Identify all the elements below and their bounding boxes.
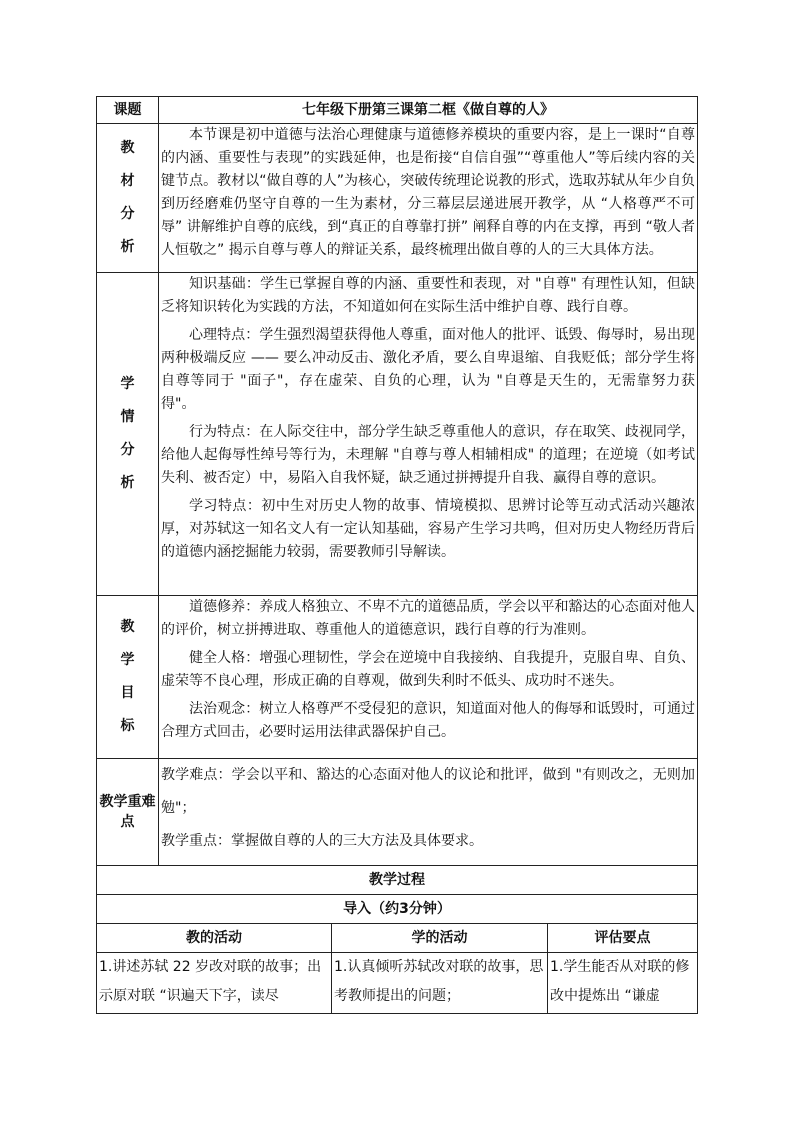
teaching-difficulty: 教学难点：学会以平和、豁达的心态面对他人的议论和批评，做到 "有则改之，无则加勉"； <box>161 767 696 816</box>
students-analysis-cell <box>159 273 698 596</box>
teaching-focus: 教学重点：掌握做自尊的人的三大方法及具体要求。 <box>161 833 483 849</box>
material-row <box>97 124 698 273</box>
keypoints-label: 教学重难点 <box>97 759 159 866</box>
students-learning: 学习特点：初中生对历史人物的故事、情境模拟、思辨讨论等互动式活动兴趣浓厚，对苏轼这一知名文人有一定认知基础，容易产生学习共鸣，但对历史人物经历背后的道德内涵挖掘能力较弱，需要教师引导解读。 <box>161 498 696 560</box>
goals-cell <box>159 596 698 759</box>
students-behavior: 行为特点：在人际交往中，部分学生缺乏尊重他人的意识，存在取笑、歧视同学，给他人起侮辱性绰号等行为，未理解 "自尊与尊人相辅相成" 的道理；在逆境（如考试失利、被否定）中，易陷入自我怀疑，缺乏通过拼搏提升自我、赢得自尊的意识。 <box>161 424 696 486</box>
students-knowledge: 知识基础：学生已掌握自尊的内涵、重要性和表现，对 "自尊" 有理性认知，但缺乏将知识转化为实践的方法，不知道如何在实际生活中维护自尊、践行自尊。 <box>161 276 696 315</box>
assess-point-cell: 1.学生能否从对联的修改中提炼出 “谦虚 <box>548 953 698 1014</box>
goal-morality: 道德修养：养成人格独立、不卑不亢的道德品质，学会以平和豁达的心态面对他人的评价，树立拼搏进取、尊重他人的道德意识，践行自尊的行为准则。 <box>161 599 696 638</box>
students-label: 学 情 分 析 <box>97 273 159 596</box>
topic-title: 七年级下册第三课第二框《做自尊的人》 <box>159 97 698 124</box>
activity-row <box>97 953 698 1014</box>
students-row <box>97 273 698 596</box>
keypoints-row <box>97 759 698 866</box>
intro-title: 导入（约3分钟） <box>97 895 698 924</box>
keypoints-cell <box>159 759 698 866</box>
process-title-row <box>97 866 698 895</box>
material-analysis-text: 本节课是初中道德与法治心理健康与道德修养模块的重要内容，是上一课时“自尊的内涵、重要性与表现”的实践延伸，也是衔接“自信自强”“尊重他人”等后续内容的关键节点。教材以“做自尊的人”为核心，突破传统理论说教的形式，选取苏轼从年少自负到历经磨难仍坚守自尊的一生为素材，分三幕层层递进展开教学，从 “人格尊严不可辱” 讲解维护自尊的底线，到“真正的自尊靠打拼” 阐释自尊的内在支撑，再到 “敬人者人恒敬之” 揭示自尊与尊人的辩证关系，最终梳理出做自尊的人的三大具体方法。 <box>161 127 696 258</box>
col-teach-header: 教的活动 <box>97 924 332 953</box>
topic-label: 课题 <box>97 97 159 124</box>
topic-row <box>97 97 698 124</box>
lesson-plan-sheet <box>96 96 697 1014</box>
material-label: 教 材 分 析 <box>97 124 159 273</box>
col-assess-header: 评估要点 <box>548 924 698 953</box>
process-title: 教学过程 <box>97 866 698 895</box>
goal-personality: 健全人格：增强心理韧性，学会在逆境中自我接纳、自我提升，克服自卑、自负、虚荣等不良心理，形成正确的自尊观，做到失利时不低头、成功时不迷失。 <box>161 650 696 689</box>
students-psychology: 心理特点：学生强烈渴望获得他人尊重，面对他人的批评、诋毁、侮辱时，易出现两种极端反应 —— 要么冲动反击、激化矛盾，要么自卑退缩、自我贬低；部分学生将自尊等同于 "面子"，存在虚荣、自负的心理，认为 "自尊是天生的，无需靠努力获得"。 <box>161 327 696 412</box>
learn-activity-cell: 1.认真倾听苏轼改对联的故事，思考教师提出的问题； <box>332 953 548 1014</box>
col-learn-header: 学的活动 <box>332 924 548 953</box>
goal-law: 法治观念：树立人格尊严不受侵犯的意识，知道面对他人的侮辱和诋毁时，可通过合理方式回击，必要时运用法律武器保护自己。 <box>161 701 696 740</box>
column-header-row <box>97 924 698 953</box>
material-analysis-cell <box>159 124 698 273</box>
lesson-plan-table <box>96 96 698 1014</box>
goals-label: 教 学 目 标 <box>97 596 159 759</box>
teach-activity-cell: 1.讲述苏轼 22 岁改对联的故事；出示原对联 “识遍天下字，读尽 <box>97 953 332 1014</box>
goals-row <box>97 596 698 759</box>
intro-row <box>97 895 698 924</box>
